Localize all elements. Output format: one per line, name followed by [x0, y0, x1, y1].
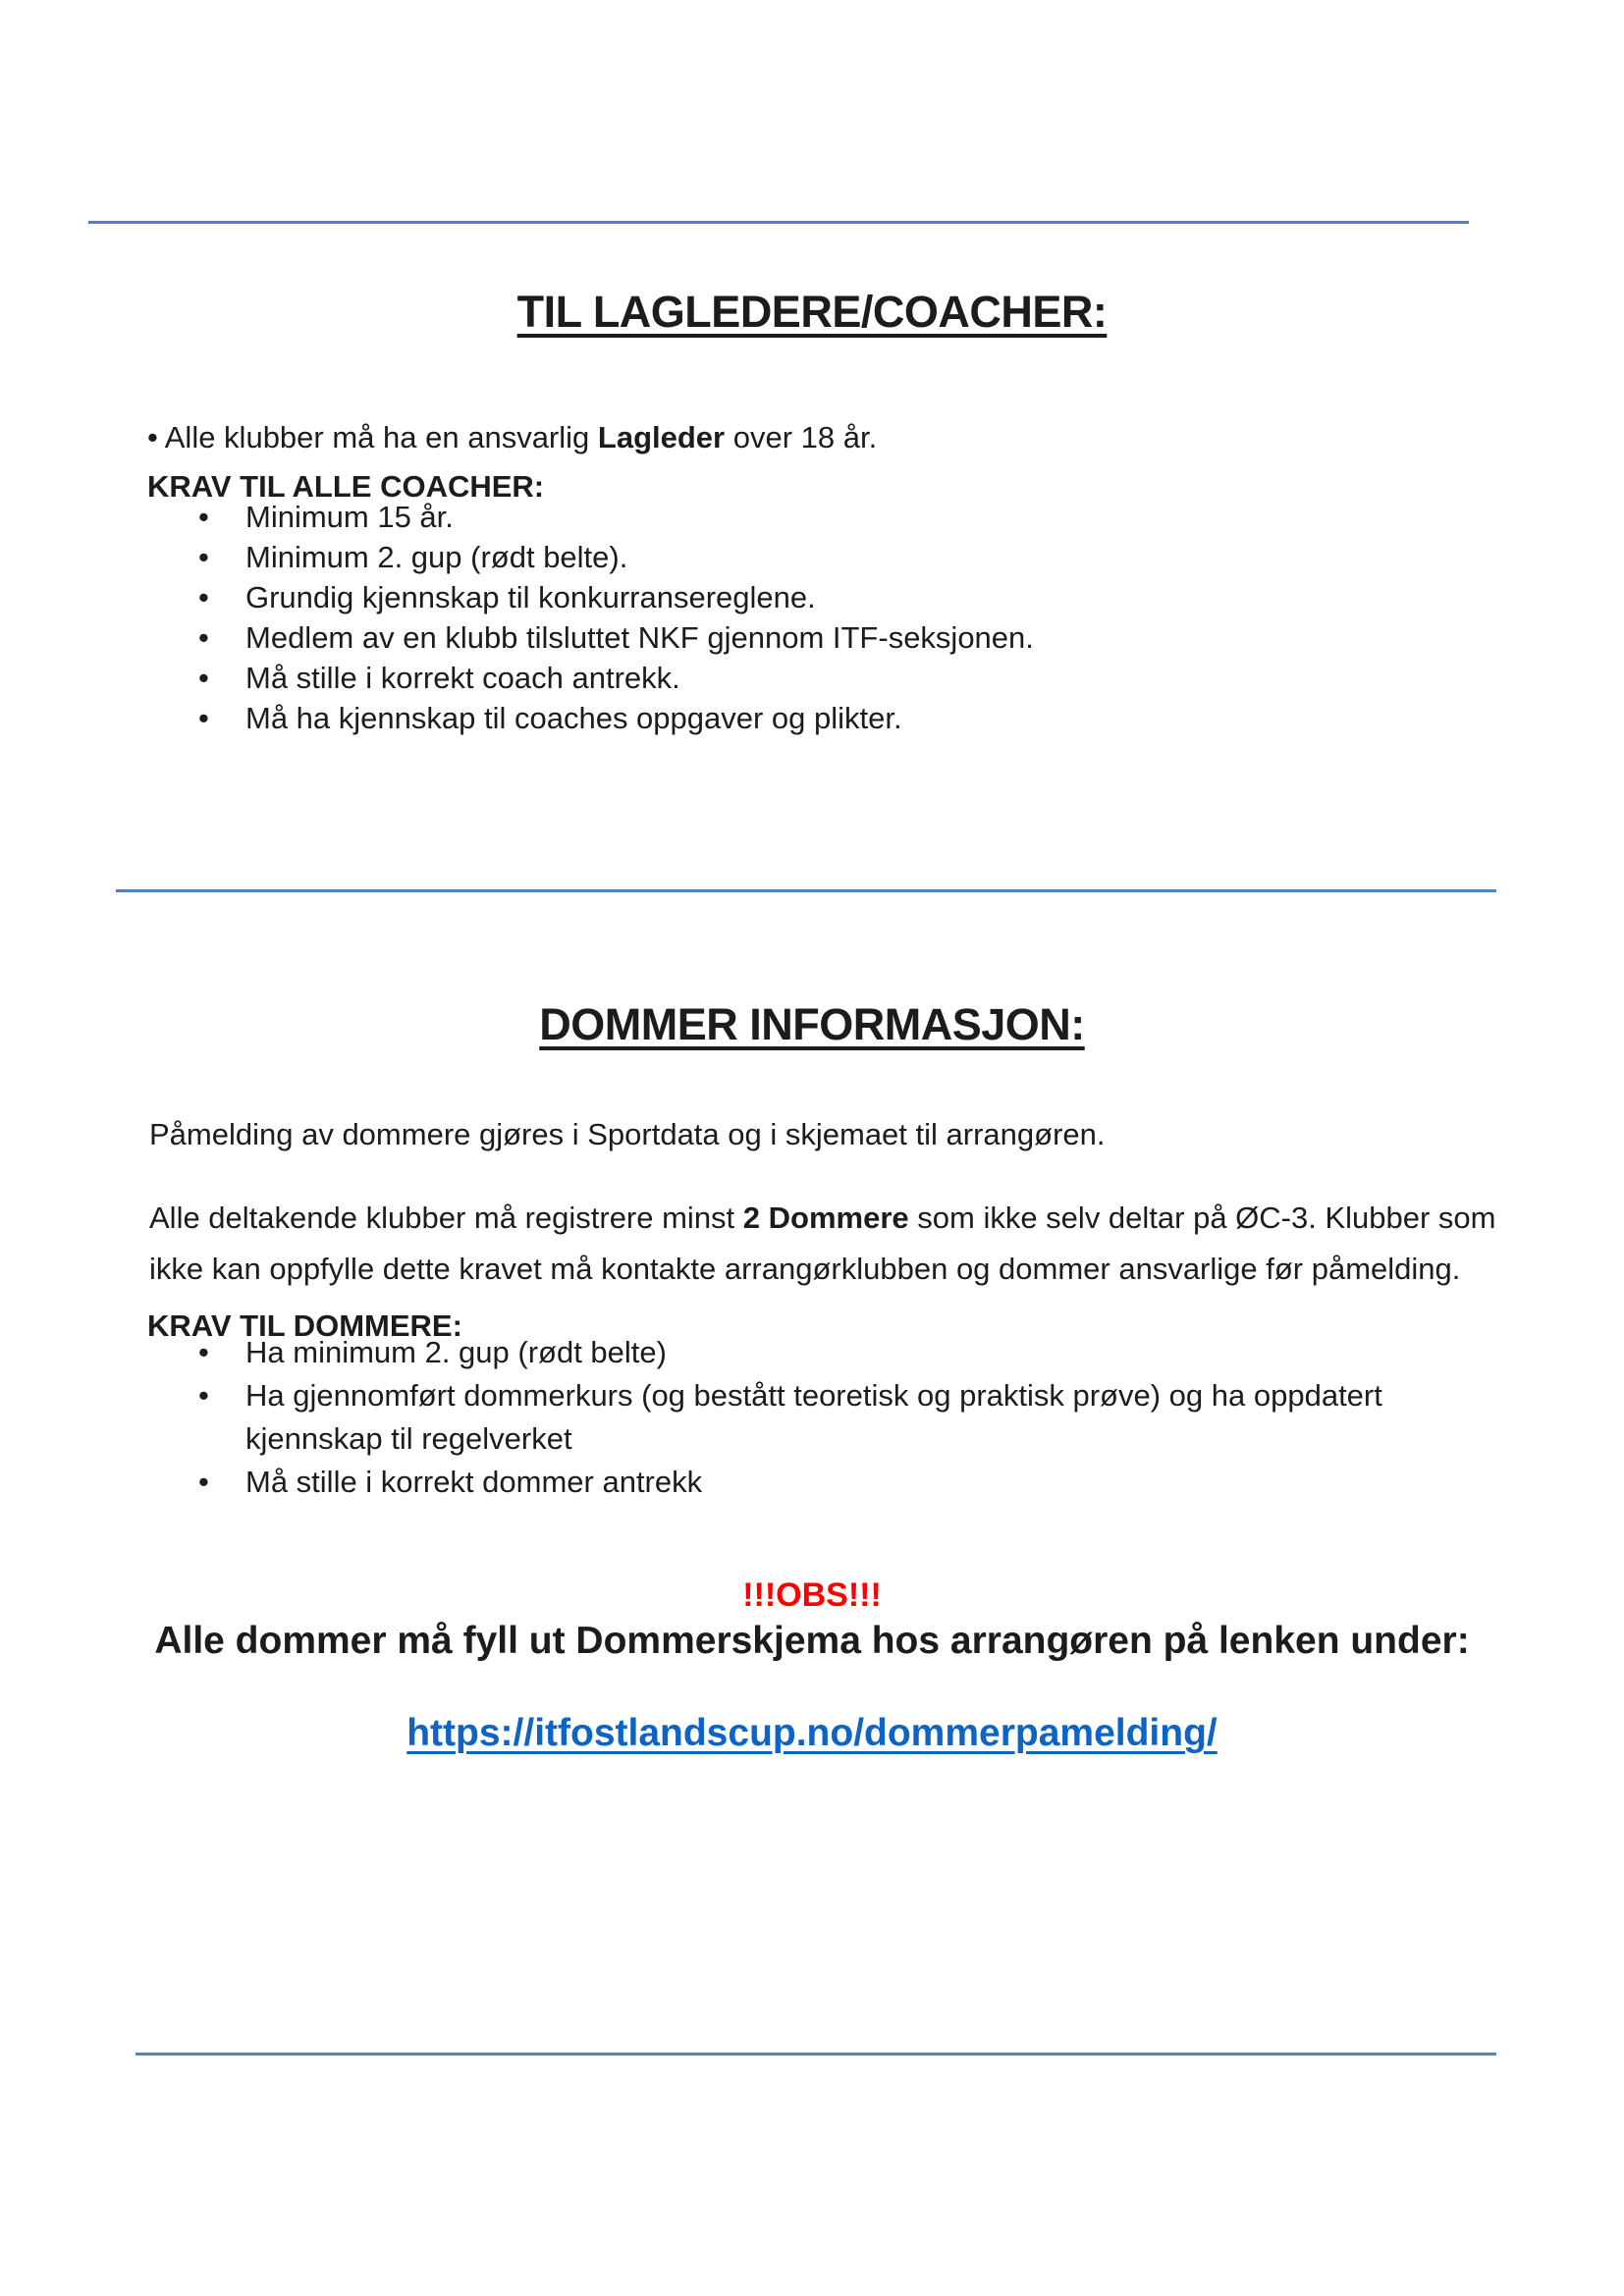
list-item: • Må stille i korrekt coach antrekk.: [147, 658, 1034, 698]
coach-requirements-heading: KRAV TIL ALLE COACHER:: [147, 469, 545, 504]
list-item: • Minimum 15 år.: [147, 497, 1034, 537]
section-divider-top: [88, 221, 1469, 224]
coach-section-title: TIL LAGLEDERE/COACHER:: [516, 287, 1108, 337]
list-item: • Må ha kjennskap til coaches oppgaver og plikter.: [147, 698, 1034, 738]
coach-intro-prefix: • Alle klubber må ha en ansvarlig: [147, 420, 598, 454]
coach-intro-bold: Lagleder: [597, 420, 726, 454]
referee-para-bold: 2 Dommere: [742, 1201, 909, 1235]
dommer-registration-link[interactable]: https://itfostlandscup.no/dommerpamelding/: [406, 1712, 1218, 1754]
coach-intro-suffix: over 18 år.: [725, 420, 878, 454]
link-row: [0, 1712, 1624, 1755]
obs-alert-text: !!!OBS!!!: [742, 1576, 882, 1614]
list-item: • Ha minimum 2. gup (rødt belte): [147, 1331, 1394, 1374]
referee-requirements-heading: KRAV TIL DOMMERE:: [147, 1308, 462, 1343]
section-divider-bottom: [135, 2053, 1496, 2056]
list-item: • Ha gjennomført dommerkurs (og bestått teoretisk og praktisk prøve) og ha oppdatert kjennskap til regelverket: [147, 1374, 1394, 1461]
coach-requirements-list: [147, 497, 1034, 738]
referee-registration-paragraph: Påmelding av dommere gjøres i Sportdata og i skjemaet til arrangøren.: [149, 1117, 1106, 1151]
list-item: • Grundig kjennskap til konkurransereglene.: [147, 577, 1034, 617]
referee-requirement-paragraph: [149, 1193, 1499, 1295]
referee-para-suffix: som ikke selv deltar på ØC-3. Klubber som ikke kan oppfylle dette kravet må kontakte arrangørklubben og dommer ansvarlige før påmelding.: [149, 1201, 1496, 1286]
list-item: • Må stille i korrekt dommer antrekk: [147, 1461, 1394, 1504]
referee-para-prefix: Alle deltakende klubber må registrere minst: [149, 1201, 743, 1235]
coach-intro-paragraph: [147, 417, 877, 458]
referee-section-title: DOMMER INFORMASJON:: [539, 999, 1085, 1049]
referee-requirements-list: [147, 1331, 1394, 1504]
referee-form-instruction: Alle dommer må fyll ut Dommerskjema hos arrangøren på lenken under:: [154, 1620, 1470, 1662]
section-divider-middle: [116, 889, 1496, 892]
list-item: • Minimum 2. gup (rødt belte).: [147, 537, 1034, 577]
list-item: • Medlem av en klubb tilsluttet NKF gjennom ITF-seksjonen.: [147, 617, 1034, 658]
